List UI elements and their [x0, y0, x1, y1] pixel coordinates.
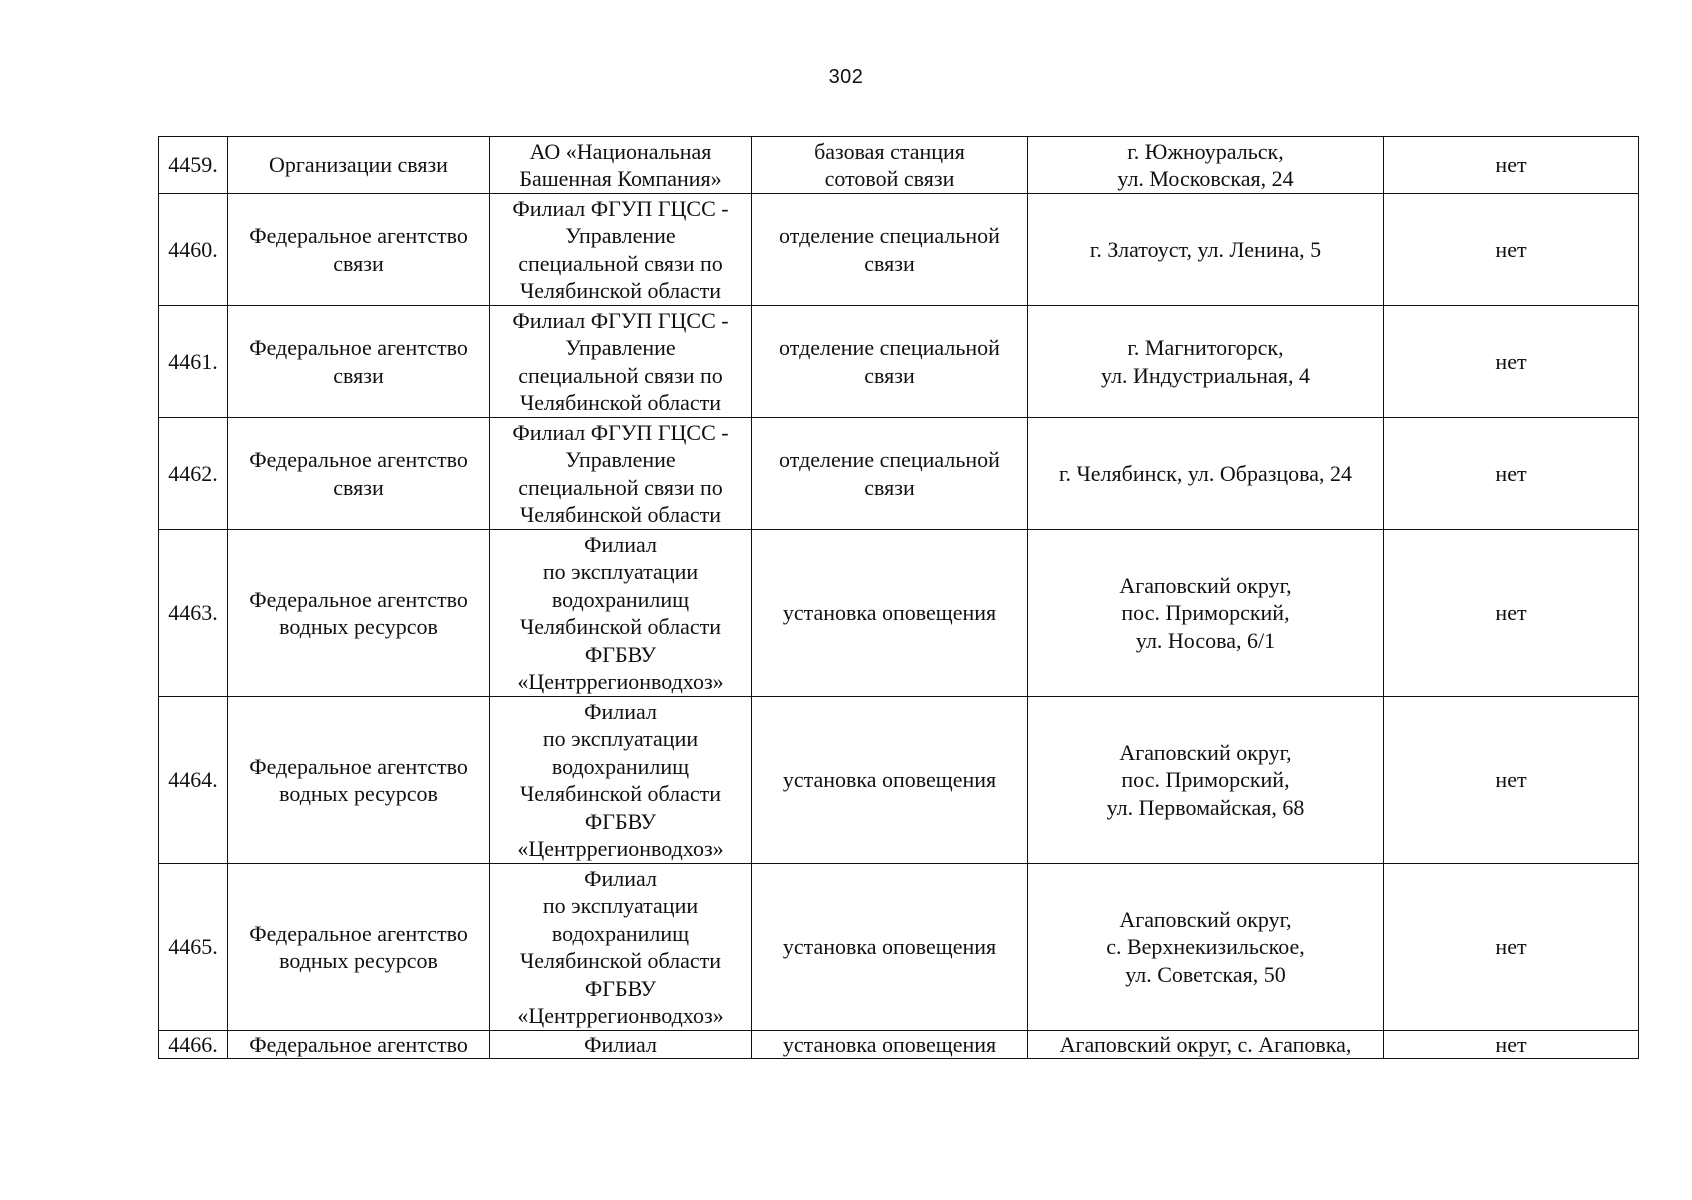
registry-table	[158, 136, 1639, 1059]
organization-cell: Федеральное агентство	[228, 1031, 490, 1059]
flag-cell: нет	[1384, 864, 1639, 1031]
object-type-cell: отделение специальной связи	[752, 306, 1028, 418]
organization-cell: Федеральное агентство водных ресурсов	[228, 530, 490, 697]
table-row	[159, 137, 1639, 194]
owner-cell: Филиал ФГУП ГЦСС - Управление специальной связи по Челябинской области	[490, 306, 752, 418]
row-number: 4463.	[159, 530, 228, 697]
organization-cell: Федеральное агентство связи	[228, 194, 490, 306]
object-type-cell: базовая станция сотовой связи	[752, 137, 1028, 194]
address-cell: г. Златоуст, ул. Ленина, 5	[1028, 194, 1384, 306]
owner-cell: Филиал по эксплуатации водохранилищ Челябинской области ФГБВУ «Центррегионводхоз»	[490, 697, 752, 864]
owner-cell: АО «Национальная Башенная Компания»	[490, 137, 752, 194]
table-row	[159, 864, 1639, 1031]
owner-cell: Филиал ФГУП ГЦСС - Управление специальной связи по Челябинской области	[490, 418, 752, 530]
address-cell: г. Челябинск, ул. Образцова, 24	[1028, 418, 1384, 530]
address-cell: г. Южноуральск, ул. Московская, 24	[1028, 137, 1384, 194]
row-number: 4462.	[159, 418, 228, 530]
address-cell: Агаповский округ, с. Агаповка,	[1028, 1031, 1384, 1059]
table-row	[159, 697, 1639, 864]
organization-cell: Организации связи	[228, 137, 490, 194]
row-number: 4460.	[159, 194, 228, 306]
address-cell: Агаповский округ, с. Верхнекизильское, ул. Советская, 50	[1028, 864, 1384, 1031]
organization-cell: Федеральное агентство водных ресурсов	[228, 697, 490, 864]
object-type-cell: установка оповещения	[752, 864, 1028, 1031]
owner-cell: Филиал	[490, 1031, 752, 1059]
table-row	[159, 418, 1639, 530]
object-type-cell: установка оповещения	[752, 530, 1028, 697]
flag-cell: нет	[1384, 418, 1639, 530]
object-type-cell: отделение специальной связи	[752, 194, 1028, 306]
table-row	[159, 306, 1639, 418]
address-cell: Агаповский округ, пос. Приморский, ул. Носова, 6/1	[1028, 530, 1384, 697]
owner-cell: Филиал по эксплуатации водохранилищ Челябинской области ФГБВУ «Центррегионводхоз»	[490, 530, 752, 697]
flag-cell: нет	[1384, 194, 1639, 306]
row-number: 4465.	[159, 864, 228, 1031]
organization-cell: Федеральное агентство связи	[228, 418, 490, 530]
owner-cell: Филиал ФГУП ГЦСС - Управление специальной связи по Челябинской области	[490, 194, 752, 306]
organization-cell: Федеральное агентство связи	[228, 306, 490, 418]
row-number: 4461.	[159, 306, 228, 418]
address-cell: Агаповский округ, пос. Приморский, ул. Первомайская, 68	[1028, 697, 1384, 864]
object-type-cell: отделение специальной связи	[752, 418, 1028, 530]
table-row	[159, 1031, 1639, 1059]
owner-cell: Филиал по эксплуатации водохранилищ Челябинской области ФГБВУ «Центррегионводхоз»	[490, 864, 752, 1031]
table-row	[159, 530, 1639, 697]
row-number: 4459.	[159, 137, 228, 194]
page-number: 302	[828, 66, 864, 88]
row-number: 4466.	[159, 1031, 228, 1059]
organization-cell: Федеральное агентство водных ресурсов	[228, 864, 490, 1031]
flag-cell: нет	[1384, 137, 1639, 194]
object-type-cell: установка оповещения	[752, 1031, 1028, 1059]
flag-cell: нет	[1384, 1031, 1639, 1059]
table-row	[159, 194, 1639, 306]
flag-cell: нет	[1384, 530, 1639, 697]
object-type-cell: установка оповещения	[752, 697, 1028, 864]
row-number: 4464.	[159, 697, 228, 864]
flag-cell: нет	[1384, 306, 1639, 418]
flag-cell: нет	[1384, 697, 1639, 864]
address-cell: г. Магнитогорск, ул. Индустриальная, 4	[1028, 306, 1384, 418]
